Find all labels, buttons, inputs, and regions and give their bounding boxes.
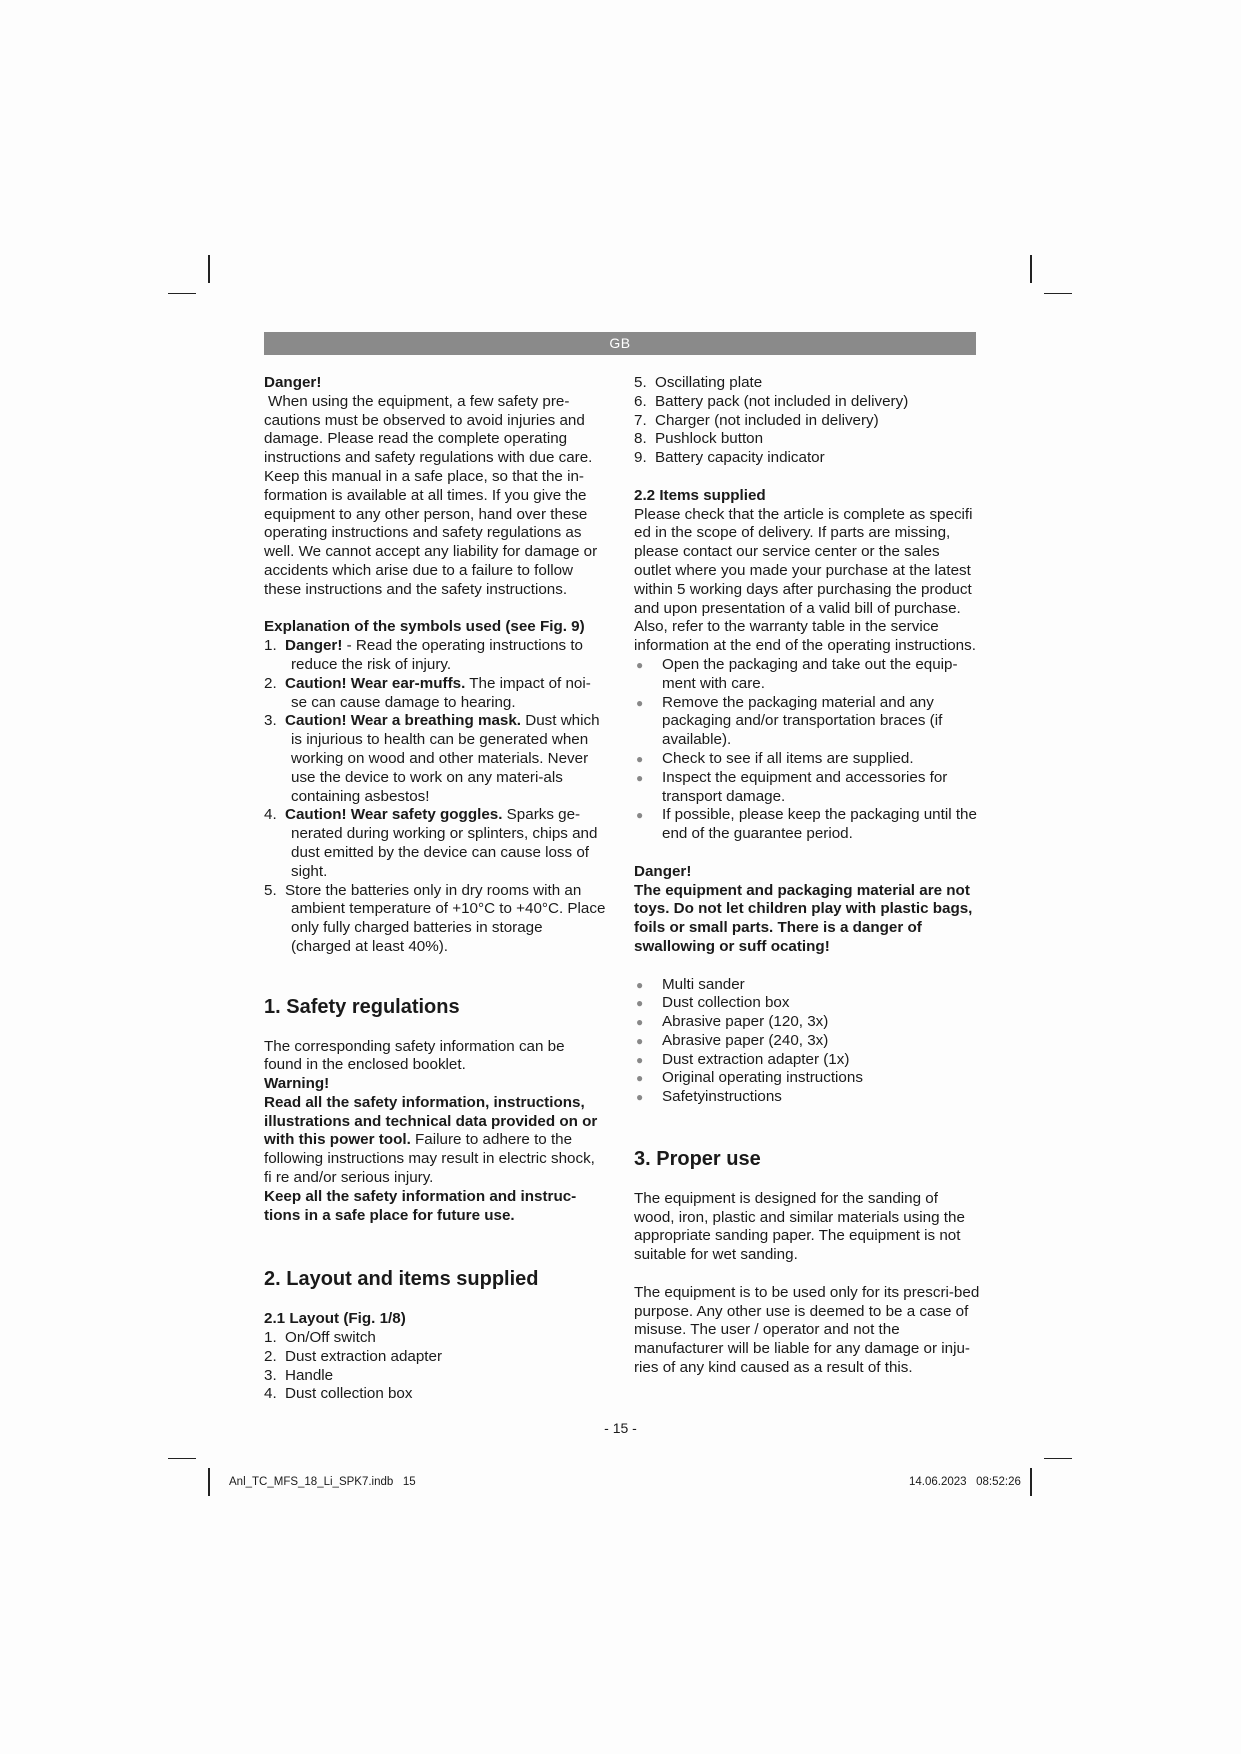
- layout-item: 6. Battery pack (not included in delivery): [634, 392, 909, 410]
- check-item: ● Inspect the equipment and accessories for transport damage.: [636, 768, 948, 805]
- page-number: - 15 -: [604, 1420, 637, 1436]
- symbols-title: Explanation of the symbols used (see Fig. 9): [264, 618, 585, 636]
- timestamp-slug: 14.06.2023 08:52:26: [909, 1476, 1021, 1488]
- language-header: GB: [264, 332, 976, 355]
- layout-item: 2. Dust extraction adapter: [264, 1347, 443, 1365]
- supplied-item: ● Multi sander: [636, 975, 745, 993]
- crop-mark: [208, 255, 210, 283]
- s21-title: 2.1 Layout (Fig. 1/8): [264, 1310, 406, 1328]
- warning-title: Warning!: [264, 1075, 330, 1093]
- crop-mark: [208, 1468, 210, 1496]
- right-column: [634, 374, 980, 1378]
- supplied-item: ● Safetyinstructions: [636, 1088, 782, 1106]
- crop-mark: [168, 1458, 196, 1459]
- file-slug: Anl_TC_MFS_18_Li_SPK7.indb 15: [229, 1476, 416, 1488]
- check-item: ● Check to see if all items are supplied.: [636, 749, 914, 767]
- symbol-item: 2. Caution! Wear ear-muffs. The impact of noi-se can cause damage to hearing.: [264, 674, 591, 711]
- s3-paragraph-2: The equipment is to be used only for its prescri-bed purpose. Any other use is deemed to be a case of misuse. The user / operator and not the manufacturer will be liable for any damage or inju-ries of any kind caused as a result of this.: [634, 1283, 980, 1377]
- supplied-item: ● Abrasive paper (120, 3x): [636, 1013, 829, 1031]
- section-1-heading: 1. Safety regulations: [264, 995, 460, 1018]
- symbol-item: 5. Store the batteries only in dry rooms with an ambient temperature of +10°C to +40°C. Place only fully charged batteries in storage (charged at least 40%).: [264, 881, 606, 955]
- s1-read-paragraph: Read all the safety information, instructions, illustrations and technical data provided on or with this power tool. Failure to adhere to the following instructions may result in electric shock, fi re and/or serious injury.: [264, 1093, 598, 1187]
- supplied-item: ● Original operating instructions: [636, 1069, 863, 1087]
- crop-mark: [1030, 255, 1032, 283]
- s1-keep: Keep all the safety information and instruc-tions in a safe place for future use.: [264, 1187, 577, 1224]
- supplied-item: ● Dust extraction adapter (1x): [636, 1050, 850, 1068]
- supplied-item: ● Dust collection box: [636, 994, 790, 1012]
- danger-text: The equipment and packaging material are not toys. Do not let children play with plastic bags, foils or small parts. There is a danger of swallowing or suff ocating!: [634, 881, 973, 955]
- bullet-icon: ●: [636, 1090, 644, 1105]
- layout-item: 7. Charger (not included in delivery): [634, 411, 879, 429]
- s22-text: Please check that the article is complete as specifi ed in the scope of delivery. If parts are missing, please contact our service center or the sales outlet where you made your purchase at the latest within 5 working days after purchasing the product and upon presentation of a valid bill of purchase. Also, refer to the warranty table in the service information at the end of the operating instructions.: [634, 505, 976, 655]
- symbol-item: 1. Danger! - Read the operating instructions to reduce the risk of injury.: [264, 637, 583, 673]
- danger-title: Danger!: [634, 862, 692, 880]
- bullet-icon: ●: [636, 1052, 644, 1067]
- danger-title: Danger!: [264, 374, 322, 391]
- supplied-item: ● Abrasive paper (240, 3x): [636, 1031, 829, 1049]
- crop-mark: [1044, 1458, 1072, 1459]
- section-2-heading: 2. Layout and items supplied: [264, 1268, 539, 1291]
- bullet-icon: ●: [636, 996, 644, 1011]
- check-item: ● Remove the packaging material and any packaging and/or transportation braces (if available).: [636, 693, 943, 749]
- bullet-icon: ●: [636, 657, 644, 672]
- bullet-icon: ●: [636, 1071, 644, 1086]
- layout-item: 8. Pushlock button: [634, 430, 764, 448]
- layout-item: 5. Oscillating plate: [634, 374, 763, 391]
- bullet-icon: ●: [636, 1015, 644, 1030]
- bullet-icon: ●: [636, 751, 644, 766]
- danger-text: When using the equipment, a few safety pre-cautions must be observed to avoid injuries and damage. Please read the complete operating instructions and safety regulations with due care. Keep this manual in a safe place, so that the in-formation is available at all times. If you give the equipment to any other person, hand over these operating instructions and safety regulations as well. We cannot accept any liability for damage or accidents which arise due to a failure to follow these instructions and the safety instructions.: [264, 392, 598, 598]
- s1-text: The corresponding safety information can be found in the enclosed booklet.: [264, 1037, 565, 1074]
- s3-paragraph-1: The equipment is designed for the sanding of wood, iron, plastic and similar materials using the appropriate sanding paper. The equipment is not suitable for wet sanding.: [634, 1189, 965, 1264]
- check-item: ● Open the packaging and take out the equip-ment with care.: [636, 655, 958, 692]
- bullet-icon: ●: [636, 770, 644, 785]
- layout-item: 4. Dust collection box: [264, 1385, 413, 1403]
- symbol-item: 3. Caution! Wear a breathing mask. Dust which is injurious to health can be generated when working on wood and other materials. Never use the device to work on any materi-als containing asbestos!: [264, 712, 600, 805]
- s22-title: 2.2 Items supplied: [634, 486, 766, 504]
- check-item: ● If possible, please keep the packaging until the end of the guarantee period.: [636, 806, 977, 843]
- layout-item: 9. Battery capacity indicator: [634, 449, 825, 467]
- symbol-item: 4. Caution! Wear safety goggles. Sparks ge-nerated during working or splinters, chips and dust emitted by the device can cause loss of sight.: [264, 806, 598, 880]
- crop-mark: [1044, 293, 1072, 294]
- left-column: [264, 374, 606, 1404]
- crop-mark: [168, 293, 196, 294]
- bullet-icon: ●: [636, 808, 644, 823]
- bullet-icon: ●: [636, 695, 644, 710]
- bullet-icon: ●: [636, 977, 644, 992]
- layout-item: 3. Handle: [264, 1366, 334, 1384]
- crop-mark: [1030, 1468, 1032, 1496]
- layout-item: 1. On/Off switch: [264, 1329, 376, 1347]
- section-3-heading: 3. Proper use: [634, 1148, 761, 1171]
- bullet-icon: ●: [636, 1033, 644, 1048]
